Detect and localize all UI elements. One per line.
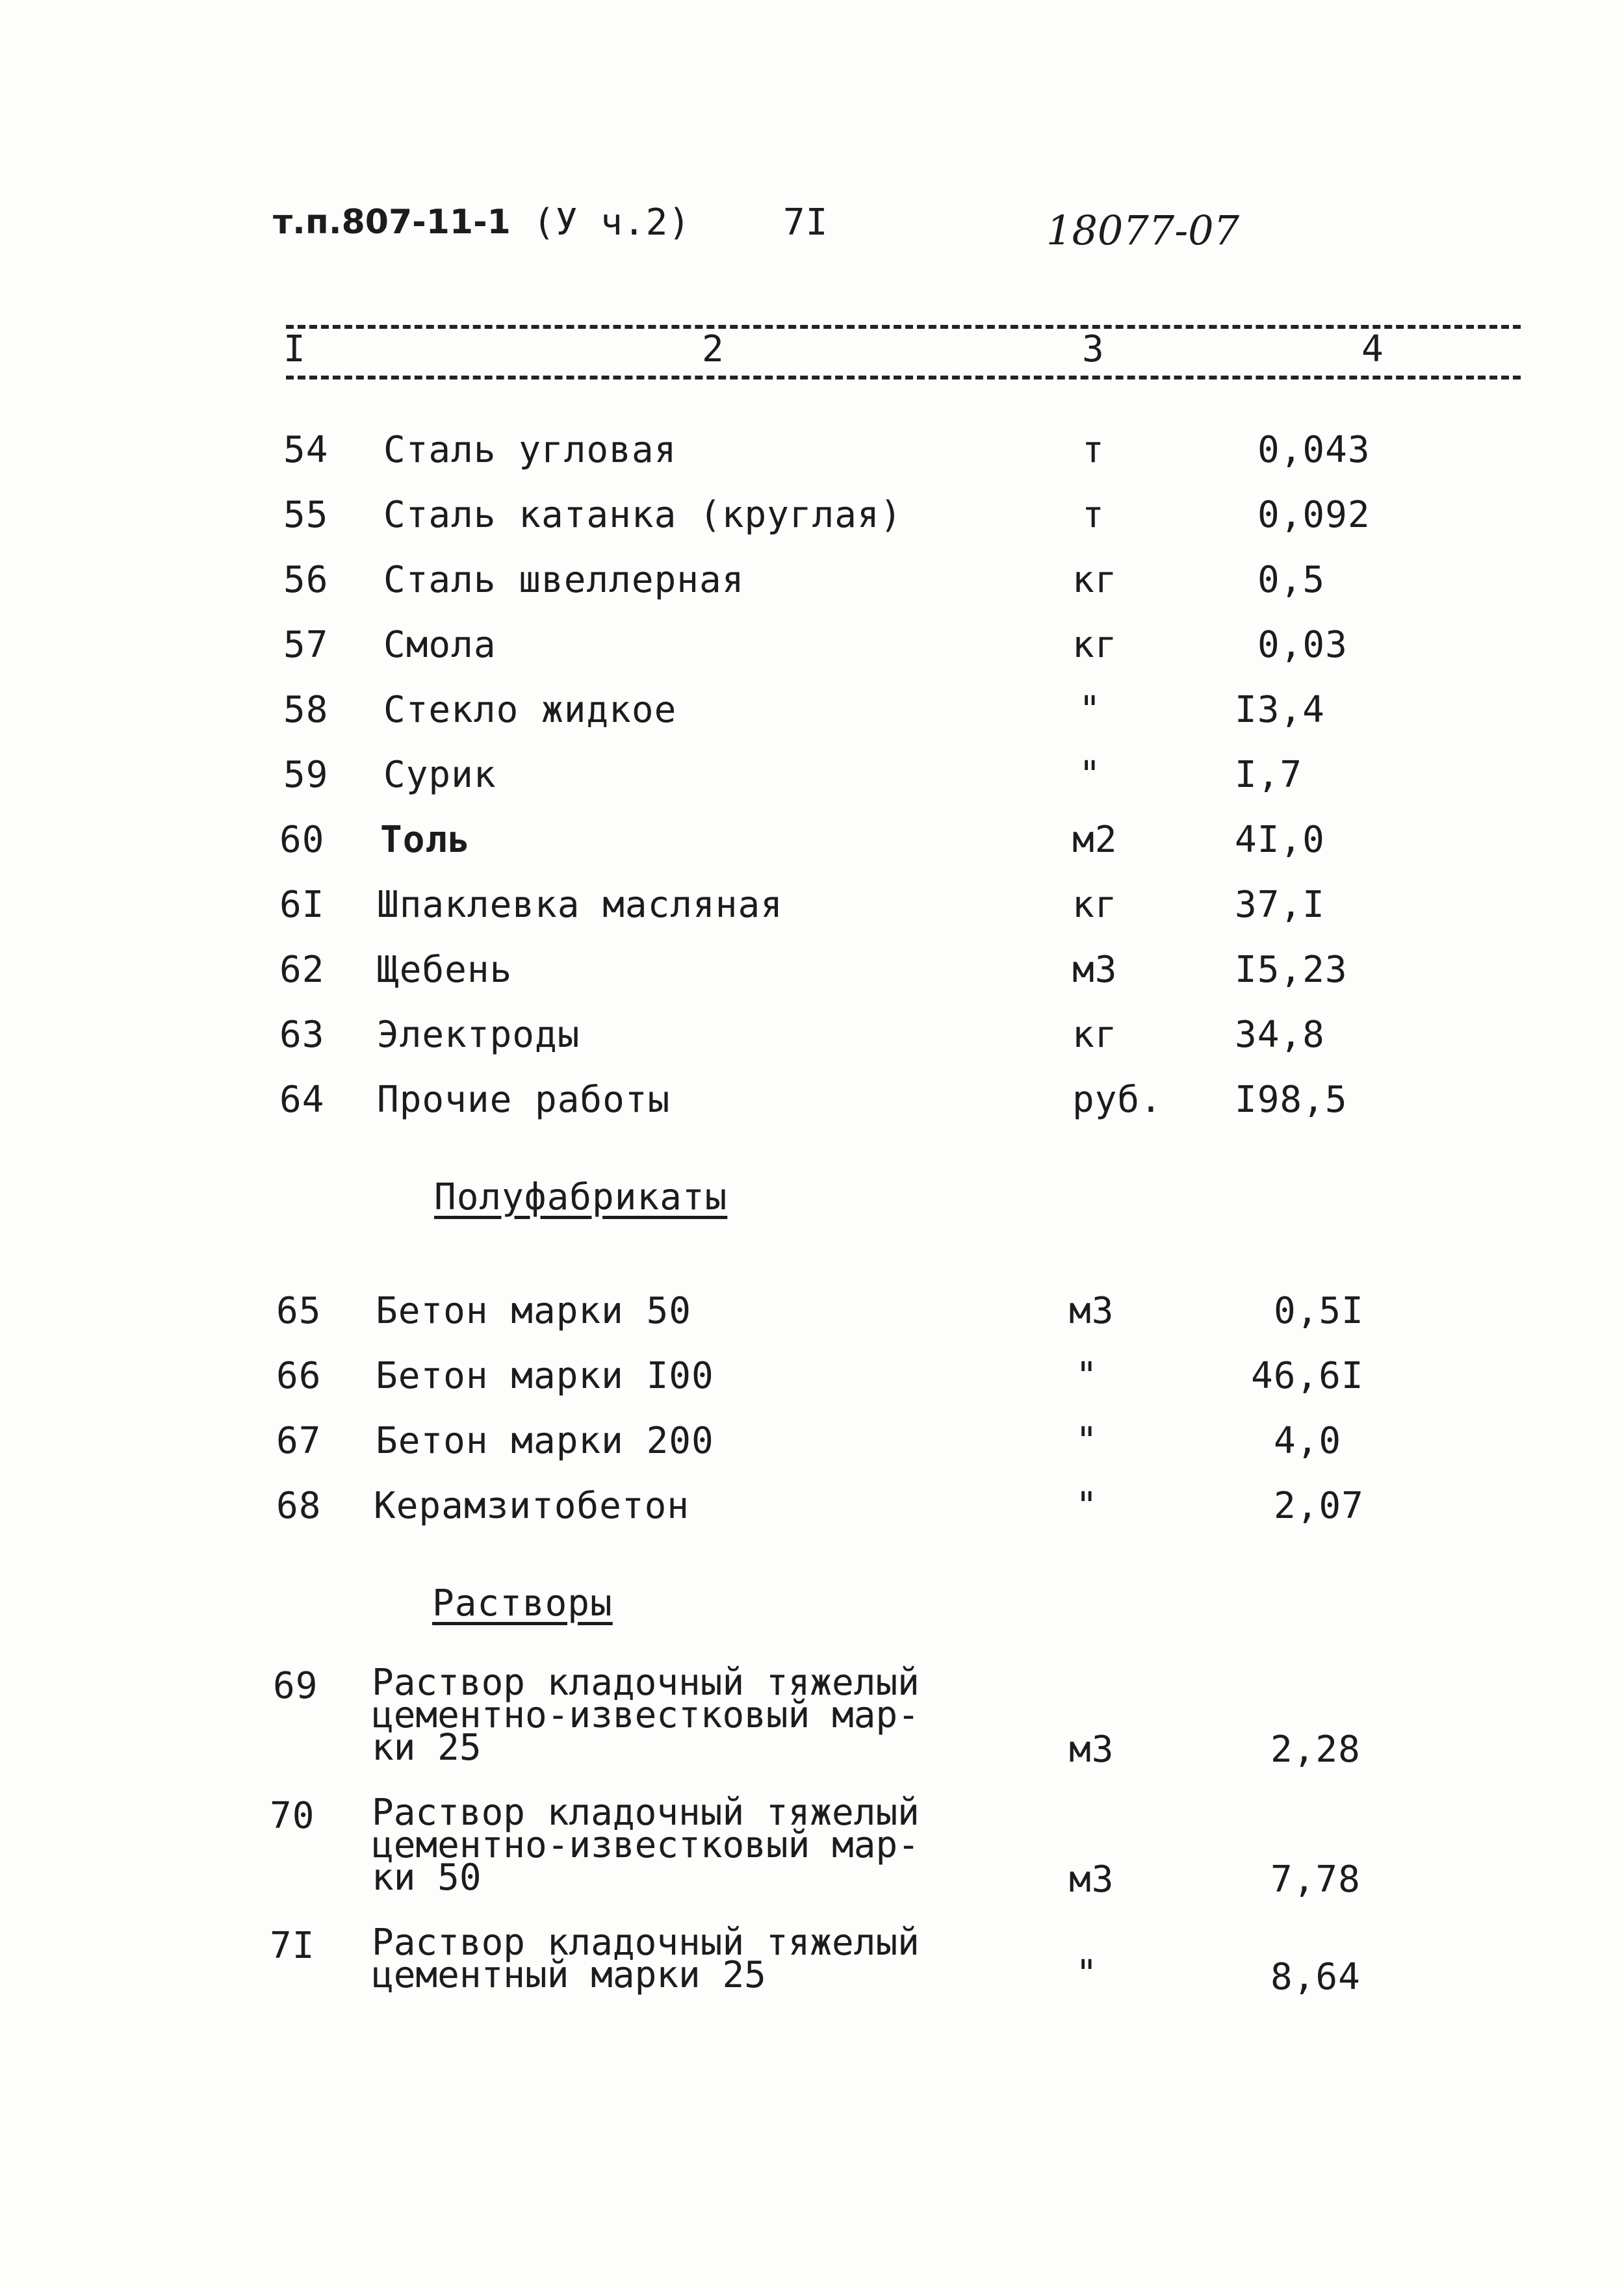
row-unit: руб. xyxy=(1072,1079,1163,1121)
row-unit: " xyxy=(1076,1420,1098,1462)
row-number: 54 xyxy=(283,429,329,471)
row-number: 70 xyxy=(270,1795,315,1837)
row-name: Раствор кладочный тяжелый цементно-известковый мар- ки 25 xyxy=(372,1662,920,1769)
row-qty: 0,5I xyxy=(1274,1290,1364,1332)
row-qty: 0,5 xyxy=(1257,559,1326,601)
row-number: 64 xyxy=(279,1079,325,1121)
part-label: (У ч.2) xyxy=(533,201,691,244)
row-name: Раствор кладочный тяжелый цементный марки 25 xyxy=(372,1922,920,1996)
row-unit: м3 xyxy=(1069,1290,1115,1332)
row-name: Раствор кладочный тяжелый цементно-известковый мар- ки 50 xyxy=(372,1792,920,1899)
col-header-4: 4 xyxy=(1361,328,1384,370)
row-number: 56 xyxy=(283,559,329,601)
row-name: Прочие работы xyxy=(377,1079,671,1121)
row-number: 6I xyxy=(279,884,325,926)
row-unit: м3 xyxy=(1069,1858,1115,1901)
row-number: 65 xyxy=(276,1290,322,1332)
row-name: Сталь катанка (круглая) xyxy=(383,494,903,536)
row-qty: 0,043 xyxy=(1257,429,1371,471)
row-qty: 46,6I xyxy=(1251,1355,1364,1397)
row-name: Электроды xyxy=(377,1014,580,1056)
row-number: 60 xyxy=(279,819,325,861)
row-name: Щебень xyxy=(377,949,513,991)
section-heading-mortar: Растворы xyxy=(432,1582,613,1625)
row-number: 69 xyxy=(273,1665,318,1707)
col-header-1: I xyxy=(283,328,306,370)
row-qty: 8,64 xyxy=(1270,1956,1361,1998)
project-code: т.п.807-11-1 xyxy=(273,203,511,242)
row-name: Стекло жидкое xyxy=(383,689,677,731)
row-qty: I98,5 xyxy=(1235,1079,1348,1121)
row-unit: м3 xyxy=(1072,949,1118,991)
row-name: Сурик xyxy=(383,754,496,796)
row-name: Бетон марки I00 xyxy=(376,1355,714,1397)
header-rule-bottom xyxy=(286,376,1521,379)
row-number: 67 xyxy=(276,1420,322,1462)
row-qty: 4I,0 xyxy=(1235,819,1325,861)
row-unit: кг xyxy=(1072,884,1118,926)
row-name: Шпаклевка масляная xyxy=(377,884,783,926)
row-name: Сталь угловая xyxy=(383,429,677,471)
row-number: 63 xyxy=(279,1014,325,1056)
row-unit: т xyxy=(1082,494,1105,536)
row-unit: кг xyxy=(1072,624,1118,666)
row-unit: кг xyxy=(1072,559,1118,601)
col-header-3: 3 xyxy=(1082,328,1105,370)
sheet-code: 18077-07 xyxy=(1046,207,1240,254)
row-unit: " xyxy=(1079,754,1102,796)
row-unit: кг xyxy=(1072,1014,1118,1056)
row-number: 68 xyxy=(276,1485,322,1527)
row-name: Смола xyxy=(383,624,496,666)
row-number: 58 xyxy=(283,689,329,731)
row-unit: " xyxy=(1076,1953,1098,1995)
row-number: 7I xyxy=(270,1925,315,1967)
row-number: 57 xyxy=(283,624,329,666)
row-qty: 0,03 xyxy=(1257,624,1348,666)
row-number: 55 xyxy=(283,494,329,536)
row-qty: 7,78 xyxy=(1270,1858,1361,1901)
row-unit: " xyxy=(1076,1355,1098,1397)
row-qty: 34,8 xyxy=(1235,1014,1325,1056)
row-unit: м3 xyxy=(1069,1729,1115,1771)
row-number: 66 xyxy=(276,1355,322,1397)
header-rule-top xyxy=(286,325,1521,329)
row-name: Бетон марки 50 xyxy=(376,1290,692,1332)
section-heading-semi: Полуфабрикаты xyxy=(434,1176,728,1218)
row-qty: I3,4 xyxy=(1235,689,1325,731)
row-qty: 2,28 xyxy=(1270,1729,1361,1771)
col-header-2: 2 xyxy=(702,328,725,370)
row-name: Толь xyxy=(380,819,470,861)
row-name: Сталь швеллерная xyxy=(383,559,745,601)
row-unit: т xyxy=(1082,429,1105,471)
row-unit: " xyxy=(1076,1485,1098,1527)
row-qty: 4,0 xyxy=(1274,1420,1342,1462)
row-name: Керамзитобетон xyxy=(374,1485,690,1527)
row-qty: 2,07 xyxy=(1274,1485,1364,1527)
row-number: 62 xyxy=(279,949,325,991)
row-unit: " xyxy=(1079,689,1102,731)
row-qty: 0,092 xyxy=(1257,494,1371,536)
row-qty: 37,I xyxy=(1235,884,1325,926)
row-number: 59 xyxy=(283,754,329,796)
row-name: Бетон марки 200 xyxy=(376,1420,714,1462)
row-qty: I5,23 xyxy=(1235,949,1348,991)
page-number: 7I xyxy=(783,201,829,244)
row-qty: I,7 xyxy=(1235,754,1303,796)
row-unit: м2 xyxy=(1072,819,1118,861)
